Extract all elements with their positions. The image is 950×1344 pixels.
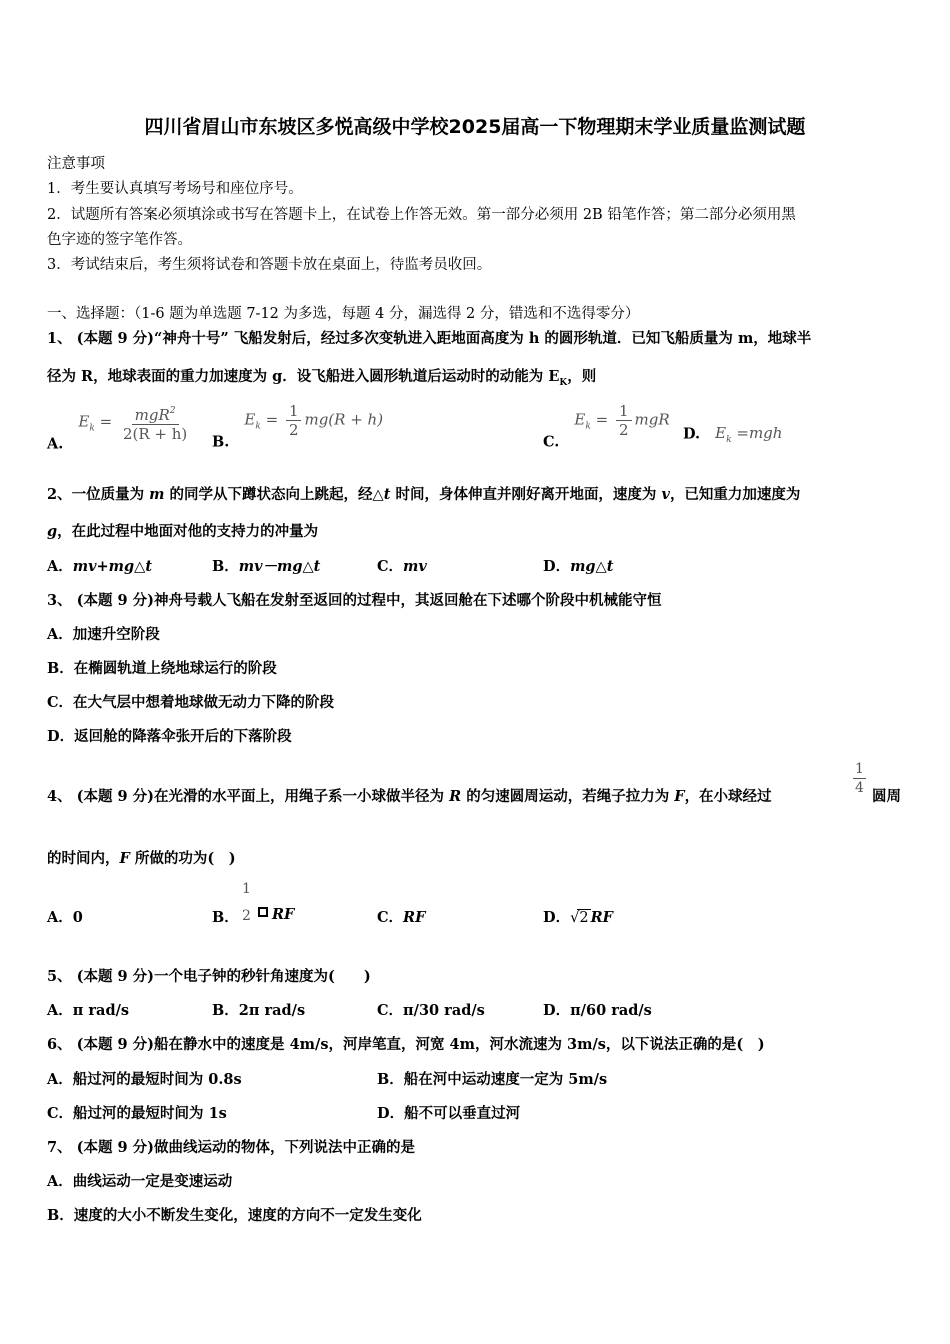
text: ，在小球经过	[684, 788, 772, 805]
q6-option-d[interactable]: D．船不可以垂直过河	[377, 1105, 521, 1122]
q4-option-b-text: RF	[272, 906, 295, 923]
q3-option-a[interactable]: A．加速升空阶段	[47, 626, 160, 643]
formula-lhs: E	[78, 412, 90, 431]
q4-option-b[interactable]	[212, 906, 239, 927]
q5-stem: 5、 (本题 9 分)一个电子钟的秒针角速度为( )	[47, 968, 371, 985]
formula-num: mgR	[134, 406, 170, 424]
notice-item: 2．试题所有答案必须填涂或书写在答题卡上，在试卷上作答无效。第一部分必须用 2B 铅笔作答；第二部分必须用黑	[47, 207, 796, 223]
option-label: D.	[683, 425, 701, 443]
option-text: mg△t	[570, 558, 614, 575]
formula-sub: k	[726, 435, 732, 445]
notice-item: 3．考试结束后，考生须将试卷和答题卡放在桌面上，待监考员收回。	[47, 257, 492, 273]
formula-den: 2	[618, 421, 629, 439]
formula-sub: k	[585, 421, 591, 432]
q6-option-c[interactable]: C．船过河的最短时间为 1s	[47, 1105, 227, 1122]
notice-item: 色字迹的签字笔作答。	[47, 232, 192, 248]
var: v	[661, 486, 670, 503]
option-label: C．	[377, 558, 404, 575]
q1-option-d[interactable]: D. $E_k =mgh$	[683, 424, 783, 445]
q7-option-b[interactable]: B．速度的大小不断发生变化，速度的方向不一定发生变化	[47, 1207, 422, 1224]
text: ，在此过程中地面对他的支持力的冲量为	[57, 523, 319, 540]
option-label: A．	[47, 909, 73, 926]
q2-option-d[interactable]	[543, 555, 613, 576]
q3-option-b[interactable]: B．在椭圆轨道上绕地球运行的阶段	[47, 660, 277, 677]
q5-option-b[interactable]: B．2π rad/s	[212, 1002, 306, 1019]
option-label: B．	[212, 909, 239, 926]
q7-option-a[interactable]: A．曲线运动一定是变速运动	[47, 1173, 233, 1190]
missing-glyph-box	[258, 907, 268, 917]
option-label: D．	[543, 909, 571, 926]
option-text: 0	[72, 909, 83, 926]
var: F	[674, 788, 685, 805]
notice-heading: 注意事项	[47, 156, 105, 172]
option-text: mv+mg△t	[72, 558, 153, 575]
frac-den: 4	[855, 780, 864, 796]
q6-stem: 6、 (本题 9 分)船在静水中的速度是 4m/s，河岸笔直，河宽 4m，河水流速为 3m/s，以下说法正确的是( )	[47, 1036, 765, 1053]
formula-sub: k	[89, 423, 95, 434]
formula-sup: 2	[169, 406, 176, 416]
q3-option-d[interactable]: D．返回舱的降落伞张开后的下落阶段	[47, 728, 292, 745]
page-title: 四川省眉山市东坡区多悦高级中学校2025届高一下物理期末学业质量监测试题	[144, 116, 806, 138]
q5-option-a[interactable]: A．π rad/s	[47, 1002, 130, 1019]
formula-rest: mg(R + h)	[304, 410, 384, 429]
q2-stem-line2	[47, 520, 318, 541]
q1-stem-line2	[47, 365, 596, 388]
var: R	[449, 788, 462, 805]
option-label: A.	[47, 435, 64, 453]
q1-option-a[interactable]: A. $E_k$ = $\frac{mgR^2}{2(R + h)}$	[47, 402, 193, 453]
notice-item: 1．考生要认真填写考场号和座位序号。	[47, 181, 303, 197]
option-label: A．	[47, 558, 73, 575]
formula-num: 1	[616, 402, 632, 421]
option-text: RF	[590, 909, 613, 926]
radicand: 2	[579, 910, 589, 926]
formula-num: 1	[286, 402, 302, 421]
formula-rest: mgh	[748, 424, 783, 442]
q4-b-fraction	[240, 880, 253, 925]
formula-rest: mgR	[634, 410, 670, 429]
option-text: mv	[403, 558, 427, 575]
formula-den: 2	[288, 421, 299, 439]
frac-num: 1	[855, 761, 864, 777]
var: m	[149, 486, 165, 503]
text: 的时间内，	[47, 850, 120, 867]
option-label: D．	[543, 558, 571, 575]
frac-den: 2	[242, 908, 251, 924]
formula-lhs: E	[715, 424, 727, 442]
q4-option-d[interactable]: D．√2 RF	[543, 909, 613, 926]
q4-option-c[interactable]	[377, 906, 425, 927]
q1-stem-line1: 1、 (本题 9 分)“神舟十号” 飞船发射后，经过多次变轨进入距地面高度为 h 的圆形轨道．已知飞船质量为 m，地球半	[47, 330, 812, 347]
q4-option-a[interactable]	[47, 906, 83, 927]
q1-option-b[interactable]: B. $E_k$ = $\frac{1}{2}$ mg(R + h)	[212, 402, 384, 451]
option-label: B．	[212, 558, 239, 575]
text: 的同学从下蹲状态向上跳起，经△	[164, 486, 384, 503]
text: 时间，身体伸直并刚好离开地面，速度为	[390, 486, 662, 503]
text: 所做的功为( )	[129, 850, 236, 867]
q2-option-b[interactable]	[212, 555, 320, 576]
option-label: C.	[543, 433, 560, 451]
var: F	[119, 850, 130, 867]
q2-option-a[interactable]	[47, 555, 152, 576]
q4-stem-line1-end: 圆周	[872, 788, 901, 805]
var: t	[383, 486, 391, 503]
option-label: C．	[377, 909, 404, 926]
q6-option-a[interactable]: A．船过河的最短时间为 0.8s	[47, 1071, 242, 1088]
q1-option-c[interactable]: C. $E_k$ = $\frac{1}{2}$ mgR	[543, 402, 670, 451]
q1-line2-end: ，则	[567, 368, 597, 385]
q1-line2-text: 径为 R，地球表面的重力加速度为 g．设飞船进入圆形轨道后运动时的动能为 E	[47, 368, 560, 385]
option-label: B.	[212, 433, 230, 451]
option-text: mv－mg△t	[238, 558, 321, 575]
formula-sub: k	[255, 421, 261, 432]
formula-lhs: E	[574, 410, 586, 429]
q5-option-c[interactable]: C．π/30 rad/s	[377, 1002, 485, 1019]
q5-option-d[interactable]: D．π/60 rad/s	[543, 1002, 652, 1019]
q3-stem: 3、 (本题 9 分)神舟号载人飞船在发射至返回的过程中，其返回舱在下述哪个阶段中机械能守恒	[47, 592, 662, 609]
section-heading: 一、选择题：（1-6 题为单选题 7-12 为多选，每题 4 分，漏选得 2 分，错选和不选得零分）	[47, 306, 640, 322]
formula-lhs: E	[244, 410, 256, 429]
q6-option-b[interactable]: B．船在河中运动速度一定为 5m/s	[377, 1071, 608, 1088]
frac-num: 1	[242, 881, 251, 897]
q2-stem-line1	[47, 483, 800, 504]
text: 2、一位质量为	[47, 486, 150, 503]
q2-option-c[interactable]	[377, 555, 427, 576]
text: ，已知重力加速度为	[669, 486, 801, 503]
q7-stem: 7、 (本题 9 分)做曲线运动的物体，下列说法中正确的是	[47, 1139, 416, 1156]
formula-den: 2(R + h)	[122, 425, 188, 443]
q1-line2-sub: K	[559, 378, 568, 388]
text: 4、 (本题 9 分)在光滑的水平面上，用绳子系一小球做半径为	[47, 788, 450, 805]
var: g	[47, 523, 58, 540]
option-text: RF	[403, 909, 426, 926]
text: 的匀速圆周运动，若绳子拉力为	[461, 788, 675, 805]
q3-option-c[interactable]: C．在大气层中想着地球做无动力下降的阶段	[47, 694, 335, 711]
q4-stem-line2	[47, 847, 236, 868]
q4-stem-line1	[47, 785, 772, 806]
q4-fraction	[853, 760, 866, 797]
